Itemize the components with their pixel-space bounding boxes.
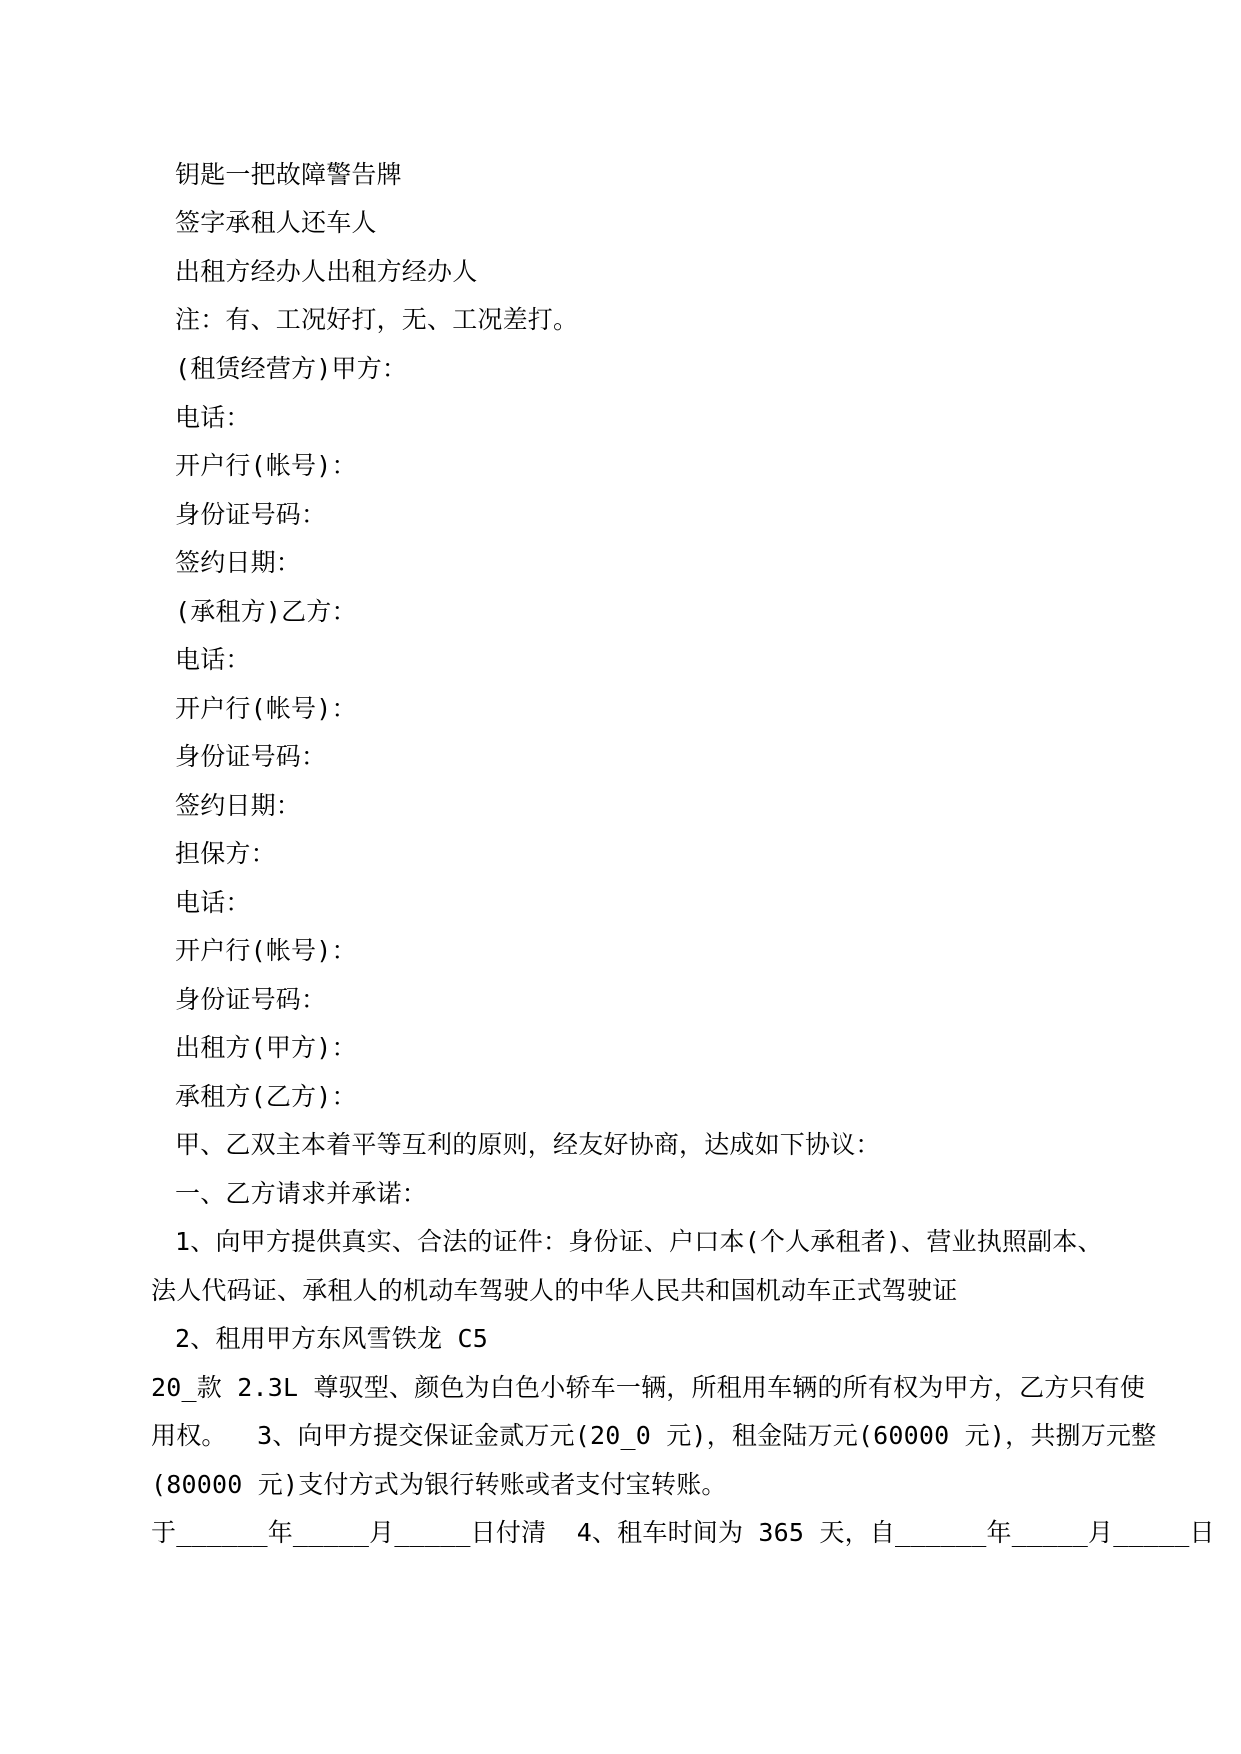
text-line: 甲、乙双主本着平等互利的原则，经友好协商，达成如下协议： [175,1130,881,1159]
text-line: 法人代码证、承租人的机动车驾驶人的中华人民共和国机动车正式驾驶证 [151,1276,958,1305]
text-line: 电话： [175,403,251,432]
text-line: 电话： [175,888,251,917]
text-line: 2、租用甲方东风雪铁龙 C5 [175,1324,489,1353]
text-line: 注：有、工况好打，无、工况差打。 [175,305,579,334]
text-line: 用权。 3、向甲方提交保证金贰万元(20_0 元)，租金陆万元(60000 元)，共捌万元整 [151,1421,1157,1450]
text-line: 20_款 2.3L 尊驭型、颜色为白色小轿车一辆，所租用车辆的所有权为甲方，乙方只有使 [151,1373,1146,1402]
text-line: (80000 元)支付方式为银行转账或者支付宝转账。 [151,1470,727,1499]
text-line: 开户行(帐号)： [175,451,357,480]
text-line: 出租方(甲方)： [175,1033,357,1062]
text-line: 电话： [175,645,251,674]
text-line: 1、向甲方提供真实、合法的证件：身份证、户口本(个人承租者)、营业执照副本、 [175,1227,1103,1256]
text-line: (承租方)乙方： [175,597,357,626]
text-line: 签字承租人还车人 [175,208,377,237]
text-line: 身份证号码： [175,500,327,529]
text-line: 担保方： [175,839,276,868]
text-line: 身份证号码： [175,742,327,771]
text-line: 签约日期： [175,791,302,820]
text-line: (租赁经营方)甲方： [175,354,408,383]
text-line: 一、乙方请求并承诺： [175,1179,428,1208]
text-line: 签约日期： [175,548,302,577]
text-line: 开户行(帐号)： [175,936,357,965]
text-line: 身份证号码： [175,985,327,1014]
text-line: 开户行(帐号)： [175,694,357,723]
text-line: 承租方(乙方)： [175,1082,357,1111]
text-line: 钥匙一把故障警告牌 [175,160,402,189]
text-line: 出租方经办人出租方经办人 [175,257,478,286]
text-line: 于______年_____月_____日付清 4、租车时间为 365 天，自______年_____月_____日 [151,1518,1215,1547]
